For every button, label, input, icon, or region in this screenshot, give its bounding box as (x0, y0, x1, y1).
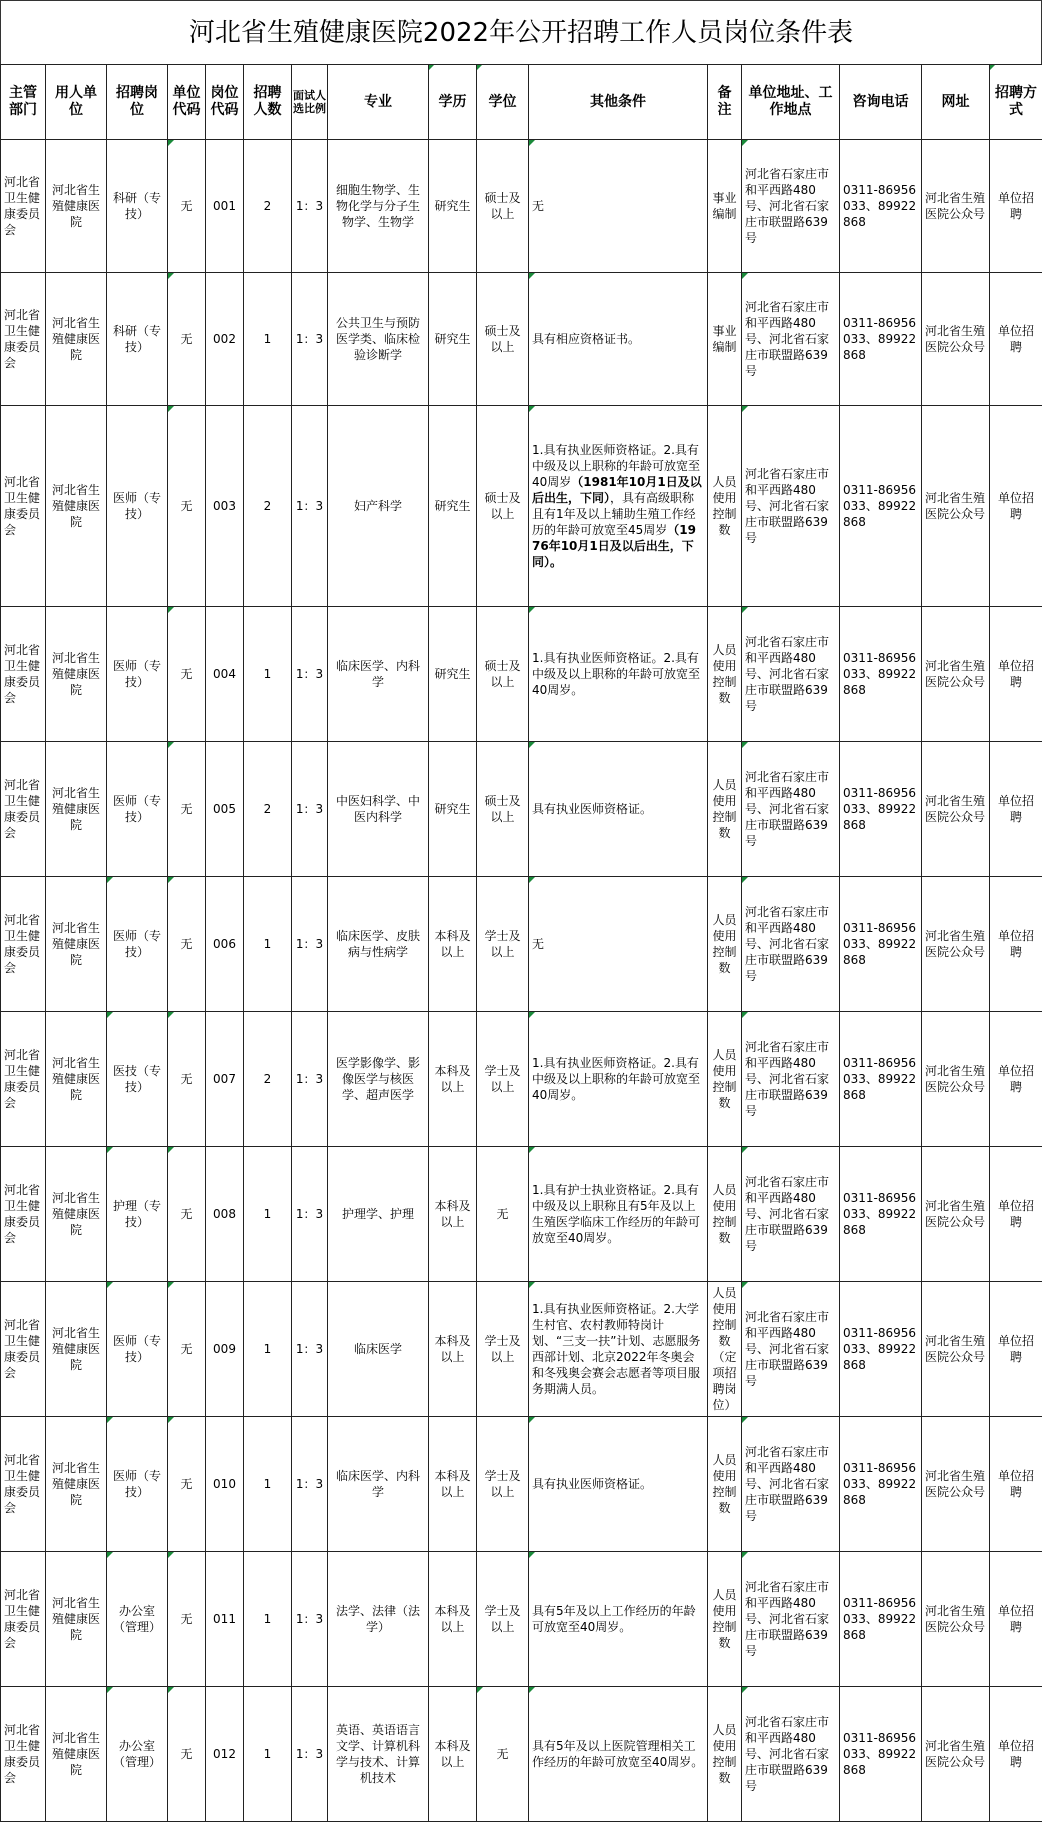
cell-other-conditions: 具有5年及以上工作经历的年龄可放宽至40周岁。 (529, 1552, 708, 1687)
cell-phone: 0311-86956033、89922868 (840, 1147, 922, 1282)
cell-post: 医师（专技） (107, 607, 168, 742)
cell-unit: 河北省生殖健康医院 (46, 406, 107, 607)
document-title: 河北省生殖健康医院2022年公开招聘工作人员岗位条件表 (0, 0, 1042, 64)
cell-note: 人员使用控制数 (708, 1417, 742, 1552)
cell-method: 单位招聘 (990, 1012, 1042, 1147)
cell-degree: 硕士及以上 (477, 607, 529, 742)
cell-ratio: 1：3 (292, 1012, 328, 1147)
cell-major: 英语、英语语言文学、计算机科学与技术、计算机技术 (328, 1687, 429, 1822)
cell-dept: 河北省卫生健康委员会 (1, 742, 46, 877)
cell-other-conditions: 1.具有执业医师资格证。2.大学生村官、农村教师特岗计划、“三支一扶”计划、志愿服务西部计划、北京2022年冬奥会和冬残奥会赛会志愿者等项目服务期满人员。 (529, 1282, 708, 1417)
header-other-conditions: 其他条件 (529, 65, 708, 140)
cell-other-conditions: 具有执业医师资格证。 (529, 1417, 708, 1552)
cell-unit: 河北省生殖健康医院 (46, 742, 107, 877)
cell-post-code: 007 (206, 1012, 244, 1147)
cell-unit-code: 无 (168, 1012, 206, 1147)
cell-post-code: 002 (206, 273, 244, 406)
cell-major: 临床医学、内科学 (328, 1417, 429, 1552)
header-phone: 咨询电话 (840, 65, 922, 140)
cell-method: 单位招聘 (990, 607, 1042, 742)
cell-address: 河北省石家庄市和平西路480号、河北省石家庄市联盟路639号 (742, 1282, 840, 1417)
cell-dept: 河北省卫生健康委员会 (1, 1282, 46, 1417)
cell-other-conditions: 具有5年及以上医院管理相关工作经历的年龄可放宽至40周岁。 (529, 1687, 708, 1822)
cell-note: 人员使用控制数 (708, 1552, 742, 1687)
cell-unit-code: 无 (168, 877, 206, 1012)
table-row (1, 1417, 1042, 1552)
cell-website: 河北省生殖医院公众号 (922, 1282, 990, 1417)
cell-method: 单位招聘 (990, 1417, 1042, 1552)
cell-degree: 硕士及以上 (477, 140, 529, 273)
cell-other-conditions: 无 (529, 877, 708, 1012)
cell-post-code: 012 (206, 1687, 244, 1822)
cell-education: 本科及以上 (429, 1012, 477, 1147)
cell-address: 河北省石家庄市和平西路480号、河北省石家庄市联盟路639号 (742, 877, 840, 1012)
cell-post: 医师（专技） (107, 1417, 168, 1552)
cell-degree: 无 (477, 1147, 529, 1282)
header-education: 学历 (429, 65, 477, 140)
cell-unit-code: 无 (168, 1147, 206, 1282)
condition-text: 1.具有执业医师资格证。2.具有中级及以上职称的年龄可放宽至40周岁 (532, 443, 700, 489)
cell-phone: 0311-86956033、89922868 (840, 742, 922, 877)
cell-phone: 0311-86956033、89922868 (840, 1282, 922, 1417)
cell-dept: 河北省卫生健康委员会 (1, 877, 46, 1012)
cell-unit: 河北省生殖健康医院 (46, 273, 107, 406)
cell-degree: 学士及以上 (477, 1552, 529, 1687)
cell-method: 单位招聘 (990, 742, 1042, 877)
cell-degree: 无 (477, 1687, 529, 1822)
cell-address: 河北省石家庄市和平西路480号、河北省石家庄市联盟路639号 (742, 607, 840, 742)
cell-phone: 0311-86956033、89922868 (840, 1687, 922, 1822)
cell-note: 事业编制 (708, 140, 742, 273)
cell-ratio: 1：3 (292, 1282, 328, 1417)
cell-education: 研究生 (429, 607, 477, 742)
cell-other-conditions: 具有相应资格证书。 (529, 273, 708, 406)
cell-method: 单位招聘 (990, 1687, 1042, 1822)
cell-major: 临床医学 (328, 1282, 429, 1417)
header-dept: 主管部门 (1, 65, 46, 140)
cell-method: 单位招聘 (990, 877, 1042, 1012)
condition-text: ，具有高级职称且有1年及以上辅助生殖工作经历的年龄可放宽至45周岁 (532, 491, 696, 537)
cell-post-code: 009 (206, 1282, 244, 1417)
cell-note: 人员使用控制数 (708, 607, 742, 742)
cell-address: 河北省石家庄市和平西路480号、河北省石家庄市联盟路639号 (742, 1012, 840, 1147)
cell-count: 1 (244, 1417, 292, 1552)
cell-count: 2 (244, 742, 292, 877)
cell-post-code: 010 (206, 1417, 244, 1552)
cell-post-code: 004 (206, 607, 244, 742)
cell-website: 河北省生殖医院公众号 (922, 1147, 990, 1282)
cell-post-code: 005 (206, 742, 244, 877)
cell-website: 河北省生殖医院公众号 (922, 406, 990, 607)
table-body (1, 140, 1042, 1822)
cell-other-conditions: 1.具有执业医师资格证。2.具有中级及以上职称的年龄可放宽至40周岁。 (529, 607, 708, 742)
cell-education: 研究生 (429, 742, 477, 877)
cell-post-code: 003 (206, 406, 244, 607)
cell-count: 1 (244, 1282, 292, 1417)
table-row (1, 1687, 1042, 1822)
table-row (1, 140, 1042, 273)
cell-major: 中医妇科学、中医内科学 (328, 742, 429, 877)
cell-post: 护理（专技） (107, 1147, 168, 1282)
cell-unit: 河北省生殖健康医院 (46, 1687, 107, 1822)
cell-dept: 河北省卫生健康委员会 (1, 1687, 46, 1822)
cell-post: 科研（专技） (107, 273, 168, 406)
header-method: 招聘方式 (990, 65, 1042, 140)
cell-ratio: 1：3 (292, 607, 328, 742)
table-row (1, 406, 1042, 607)
cell-address: 河北省石家庄市和平西路480号、河北省石家庄市联盟路639号 (742, 1687, 840, 1822)
cell-count: 2 (244, 406, 292, 607)
cell-degree: 学士及以上 (477, 1012, 529, 1147)
cell-phone: 0311-86956033、89922868 (840, 607, 922, 742)
cell-ratio: 1：3 (292, 877, 328, 1012)
cell-unit-code: 无 (168, 1687, 206, 1822)
cell-method: 单位招聘 (990, 406, 1042, 607)
cell-degree: 学士及以上 (477, 1282, 529, 1417)
table-row (1, 1282, 1042, 1417)
cell-dept: 河北省卫生健康委员会 (1, 607, 46, 742)
cell-post: 医师（专技） (107, 742, 168, 877)
cell-unit-code: 无 (168, 1552, 206, 1687)
header-unit-code: 单位代码 (168, 65, 206, 140)
cell-phone: 0311-86956033、89922868 (840, 1552, 922, 1687)
cell-count: 1 (244, 1687, 292, 1822)
cell-ratio: 1：3 (292, 742, 328, 877)
cell-unit: 河北省生殖健康医院 (46, 140, 107, 273)
cell-note: 人员使用控制数 (708, 1687, 742, 1822)
table-row (1, 1147, 1042, 1282)
cell-education: 研究生 (429, 406, 477, 607)
cell-degree: 硕士及以上 (477, 742, 529, 877)
cell-degree: 学士及以上 (477, 1417, 529, 1552)
cell-unit: 河北省生殖健康医院 (46, 877, 107, 1012)
cell-count: 1 (244, 1552, 292, 1687)
cell-unit-code: 无 (168, 273, 206, 406)
cell-major: 医学影像学、影像医学与核医学、超声医学 (328, 1012, 429, 1147)
cell-post: 科研（专技） (107, 140, 168, 273)
cell-unit-code: 无 (168, 1417, 206, 1552)
header-row (1, 65, 1042, 140)
table-row (1, 877, 1042, 1012)
cell-other-conditions: 具有执业医师资格证。 (529, 742, 708, 877)
cell-unit-code: 无 (168, 406, 206, 607)
cell-education: 研究生 (429, 273, 477, 406)
cell-degree: 学士及以上 (477, 877, 529, 1012)
cell-post: 办公室（管理） (107, 1552, 168, 1687)
cell-dept: 河北省卫生健康委员会 (1, 1552, 46, 1687)
header-post-code: 岗位代码 (206, 65, 244, 140)
cell-method: 单位招聘 (990, 1552, 1042, 1687)
cell-unit-code: 无 (168, 140, 206, 273)
cell-major: 妇产科学 (328, 406, 429, 607)
cell-address: 河北省石家庄市和平西路480号、河北省石家庄市联盟路639号 (742, 1147, 840, 1282)
header-unit: 用人单位 (46, 65, 107, 140)
header-major: 专业 (328, 65, 429, 140)
cell-unit: 河北省生殖健康医院 (46, 1012, 107, 1147)
cell-address: 河北省石家庄市和平西路480号、河北省石家庄市联盟路639号 (742, 406, 840, 607)
cell-method: 单位招聘 (990, 1282, 1042, 1417)
table-row (1, 607, 1042, 742)
cell-post-code: 001 (206, 140, 244, 273)
cell-unit: 河北省生殖健康医院 (46, 1552, 107, 1687)
cell-other-conditions: 无 (529, 140, 708, 273)
cell-post-code: 011 (206, 1552, 244, 1687)
cell-address: 河北省石家庄市和平西路480号、河北省石家庄市联盟路639号 (742, 742, 840, 877)
cell-education: 研究生 (429, 140, 477, 273)
cell-note: 人员使用控制数（定项招聘岗位） (708, 1282, 742, 1417)
cell-note: 人员使用控制数 (708, 877, 742, 1012)
cell-address: 河北省石家庄市和平西路480号、河北省石家庄市联盟路639号 (742, 1417, 840, 1552)
cell-education: 本科及以上 (429, 877, 477, 1012)
table-row (1, 1552, 1042, 1687)
cell-ratio: 1：3 (292, 1687, 328, 1822)
cell-address: 河北省石家庄市和平西路480号、河北省石家庄市联盟路639号 (742, 140, 840, 273)
cell-post: 办公室（管理） (107, 1687, 168, 1822)
cell-count: 1 (244, 877, 292, 1012)
cell-ratio: 1：3 (292, 406, 328, 607)
cell-major: 公共卫生与预防医学类、临床检验诊断学 (328, 273, 429, 406)
cell-education: 本科及以上 (429, 1687, 477, 1822)
cell-ratio: 1：3 (292, 1147, 328, 1282)
header-ratio: 面试人选比例 (292, 65, 328, 140)
table-row (1, 1012, 1042, 1147)
cell-education: 本科及以上 (429, 1417, 477, 1552)
cell-phone: 0311-86956033、89922868 (840, 1012, 922, 1147)
cell-note: 人员使用控制数 (708, 406, 742, 607)
header-count: 招聘人数 (244, 65, 292, 140)
cell-phone: 0311-86956033、89922868 (840, 140, 922, 273)
cell-count: 2 (244, 1012, 292, 1147)
cell-website: 河北省生殖医院公众号 (922, 877, 990, 1012)
cell-other-conditions (529, 406, 708, 607)
cell-major: 护理学、护理 (328, 1147, 429, 1282)
cell-website: 河北省生殖医院公众号 (922, 1417, 990, 1552)
cell-note: 事业编制 (708, 273, 742, 406)
table-row (1, 273, 1042, 406)
header-post: 招聘岗位 (107, 65, 168, 140)
cell-method: 单位招聘 (990, 273, 1042, 406)
cell-website: 河北省生殖医院公众号 (922, 273, 990, 406)
cell-unit: 河北省生殖健康医院 (46, 607, 107, 742)
cell-ratio: 1：3 (292, 1552, 328, 1687)
cell-post: 医师（专技） (107, 1282, 168, 1417)
cell-education: 本科及以上 (429, 1282, 477, 1417)
cell-degree: 硕士及以上 (477, 273, 529, 406)
cell-website: 河北省生殖医院公众号 (922, 1012, 990, 1147)
cell-note: 人员使用控制数 (708, 1012, 742, 1147)
cell-unit: 河北省生殖健康医院 (46, 1147, 107, 1282)
cell-unit-code: 无 (168, 1282, 206, 1417)
header-note: 备注 (708, 65, 742, 140)
cell-post-code: 008 (206, 1147, 244, 1282)
cell-website: 河北省生殖医院公众号 (922, 1687, 990, 1822)
cell-major: 法学、法律（法学） (328, 1552, 429, 1687)
cell-education: 本科及以上 (429, 1552, 477, 1687)
cell-post: 医师（专技） (107, 406, 168, 607)
cell-ratio: 1：3 (292, 1417, 328, 1552)
condition-date-note: （1981年10月1日及以后出生，下同） (532, 475, 702, 505)
cell-website: 河北省生殖医院公众号 (922, 607, 990, 742)
cell-dept: 河北省卫生健康委员会 (1, 1417, 46, 1552)
cell-post: 医师（专技） (107, 877, 168, 1012)
cell-phone: 0311-86956033、89922868 (840, 273, 922, 406)
cell-unit-code: 无 (168, 742, 206, 877)
cell-website: 河北省生殖医院公众号 (922, 1552, 990, 1687)
cell-major: 临床医学、皮肤病与性病学 (328, 877, 429, 1012)
cell-phone: 0311-86956033、89922868 (840, 406, 922, 607)
cell-unit: 河北省生殖健康医院 (46, 1417, 107, 1552)
cell-dept: 河北省卫生健康委员会 (1, 273, 46, 406)
cell-unit-code: 无 (168, 607, 206, 742)
cell-count: 1 (244, 273, 292, 406)
cell-phone: 0311-86956033、89922868 (840, 877, 922, 1012)
cell-count: 1 (244, 1147, 292, 1282)
cell-website: 河北省生殖医院公众号 (922, 140, 990, 273)
cell-method: 单位招聘 (990, 140, 1042, 273)
cell-phone: 0311-86956033、89922868 (840, 1417, 922, 1552)
cell-website: 河北省生殖医院公众号 (922, 742, 990, 877)
cell-other-conditions: 1.具有护士执业资格证。2.具有中级及以上职称且有5年及以上生殖医学临床工作经历的年龄可放宽至40周岁。 (529, 1147, 708, 1282)
cell-degree: 硕士及以上 (477, 406, 529, 607)
cell-method: 单位招聘 (990, 1147, 1042, 1282)
cell-other-conditions: 1.具有执业医师资格证。2.具有中级及以上职称的年龄可放宽至40周岁。 (529, 1012, 708, 1147)
recruitment-table (0, 64, 1042, 1822)
cell-post: 医技（专技） (107, 1012, 168, 1147)
cell-count: 2 (244, 140, 292, 273)
condition-date-note: （1976年10月1日及以后出生，下同）。 (532, 523, 696, 569)
cell-note: 人员使用控制数 (708, 742, 742, 877)
cell-dept: 河北省卫生健康委员会 (1, 1012, 46, 1147)
cell-count: 1 (244, 607, 292, 742)
header-address: 单位地址、工作地点 (742, 65, 840, 140)
cell-note: 人员使用控制数 (708, 1147, 742, 1282)
cell-unit: 河北省生殖健康医院 (46, 1282, 107, 1417)
cell-dept: 河北省卫生健康委员会 (1, 140, 46, 273)
cell-education: 本科及以上 (429, 1147, 477, 1282)
cell-dept: 河北省卫生健康委员会 (1, 406, 46, 607)
cell-major: 临床医学、内科学 (328, 607, 429, 742)
cell-post-code: 006 (206, 877, 244, 1012)
cell-address: 河北省石家庄市和平西路480号、河北省石家庄市联盟路639号 (742, 273, 840, 406)
header-website: 网址 (922, 65, 990, 140)
cell-ratio: 1：3 (292, 140, 328, 273)
cell-address: 河北省石家庄市和平西路480号、河北省石家庄市联盟路639号 (742, 1552, 840, 1687)
cell-ratio: 1：3 (292, 273, 328, 406)
table-row (1, 742, 1042, 877)
header-degree: 学位 (477, 65, 529, 140)
cell-major: 细胞生物学、生物化学与分子生物学、生物学 (328, 140, 429, 273)
cell-dept: 河北省卫生健康委员会 (1, 1147, 46, 1282)
